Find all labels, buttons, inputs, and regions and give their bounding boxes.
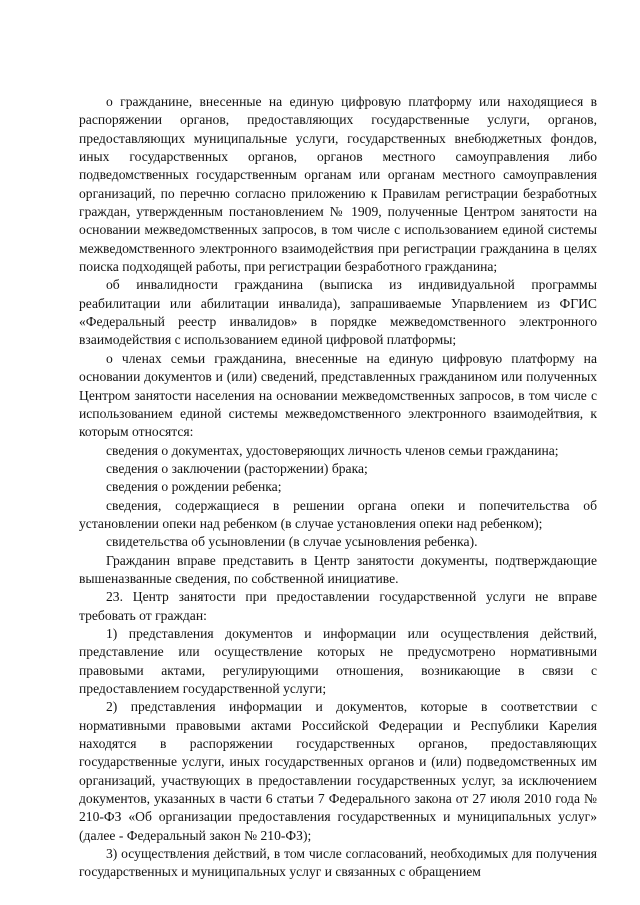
paragraph-birth: сведения о рождении ребенка; xyxy=(106,479,282,495)
paragraph-item-1: 1) представления документов и информации или осуществления действий, представление или осуществление которых не предусмотрено нормативными правовыми актами, регулирующими отношения, возникающие в связи с предоставлением государственной услуги; xyxy=(79,625,597,696)
paragraph-disability: об инвалидности гражданина (выписка из индивидуальной программы реабилитации или абилитации инвалида), запрашиваемые Упарвлением из ФГИС «Федеральный реестр инвалидов» в порядке межведомственного электронного взаимодействия с использованием единой цифровой платформы; xyxy=(79,277,597,348)
document-body xyxy=(79,93,597,882)
paragraph-marriage: сведения о заключении (расторжении) брака; xyxy=(106,460,368,476)
paragraph-guardianship: сведения, содержащиеся в решении органа опеки и попечительства об установлении опеки над ребенком (в случае установления опеки над ребенком); xyxy=(79,497,597,531)
paragraph-clause-23: 23. Центр занятости при предоставлении государственной услуги не вправе требовать от граждан: xyxy=(79,589,597,623)
paragraph-adoption: свидетельства об усыновлении (в случае усыновления ребенка). xyxy=(106,534,478,550)
paragraph-own-initiative: Гражданин вправе представить в Центр занятости документы, подтверждающие вышеназванные сведения, по собственной инициативе. xyxy=(79,552,597,586)
paragraph-family-members: о членах семьи гражданина, внесенные на единую цифровую платформу на основании документов и (или) сведений, представленных гражданином или полученных Центром занятости населения на основании межведомственных запросов, в том числе с использованием единой системы межведомственного электронного взаимодейтвия, к которым относятся: xyxy=(79,350,597,440)
paragraph-citizen-data: о гражданине, внесенные на единую цифровую платформу или находящиеся в распоряжении органов, предоставляющих государственные услуги, органов, предоставляющих муниципальные услуги, государственных внебюджетных фондов, иных государственных органов, органов местного самоуправления либо подведомственных государственным органам или органам местного самоуправления организаций, по перечню согласно приложению к Правилам регистрации безработных граждан, утвержденным постановлением № 1909, полученные Центром занятости на основании межведомственных запросов, в том числе с использованием единой системы межведомственного электронного взаимодействия при регистрации гражданина в целях поиска подходящей работы, при регистрации безработного гражданина; xyxy=(79,94,597,275)
paragraph-item-2: 2) представления информации и документов, которые в соответствии с нормативными правовыми актами Российской Федерации и Республики Карелия находятся в распоряжении государственных органов, предоставляющих государственные услуги, иных государственных органов и (или) подведомственных им организаций, участвующих в предоставлении государственных услуг, за исключением документов, указанных в части 6 статьи 7 Федерального закона от 27 июля 2010 года № 210-ФЗ «Об организации предоставления государственных и муниципальных услуг» (далее - Федеральный закон № 210-ФЗ); xyxy=(79,699,597,843)
paragraph-identity-docs: сведения о документах, удостоверяющих личность членов семьи гражданина; xyxy=(106,442,559,458)
paragraph-item-3: 3) осуществления действий, в том числе согласований, необходимых для получения государственных и муниципальных услуг и связанных с обращением xyxy=(79,846,597,880)
